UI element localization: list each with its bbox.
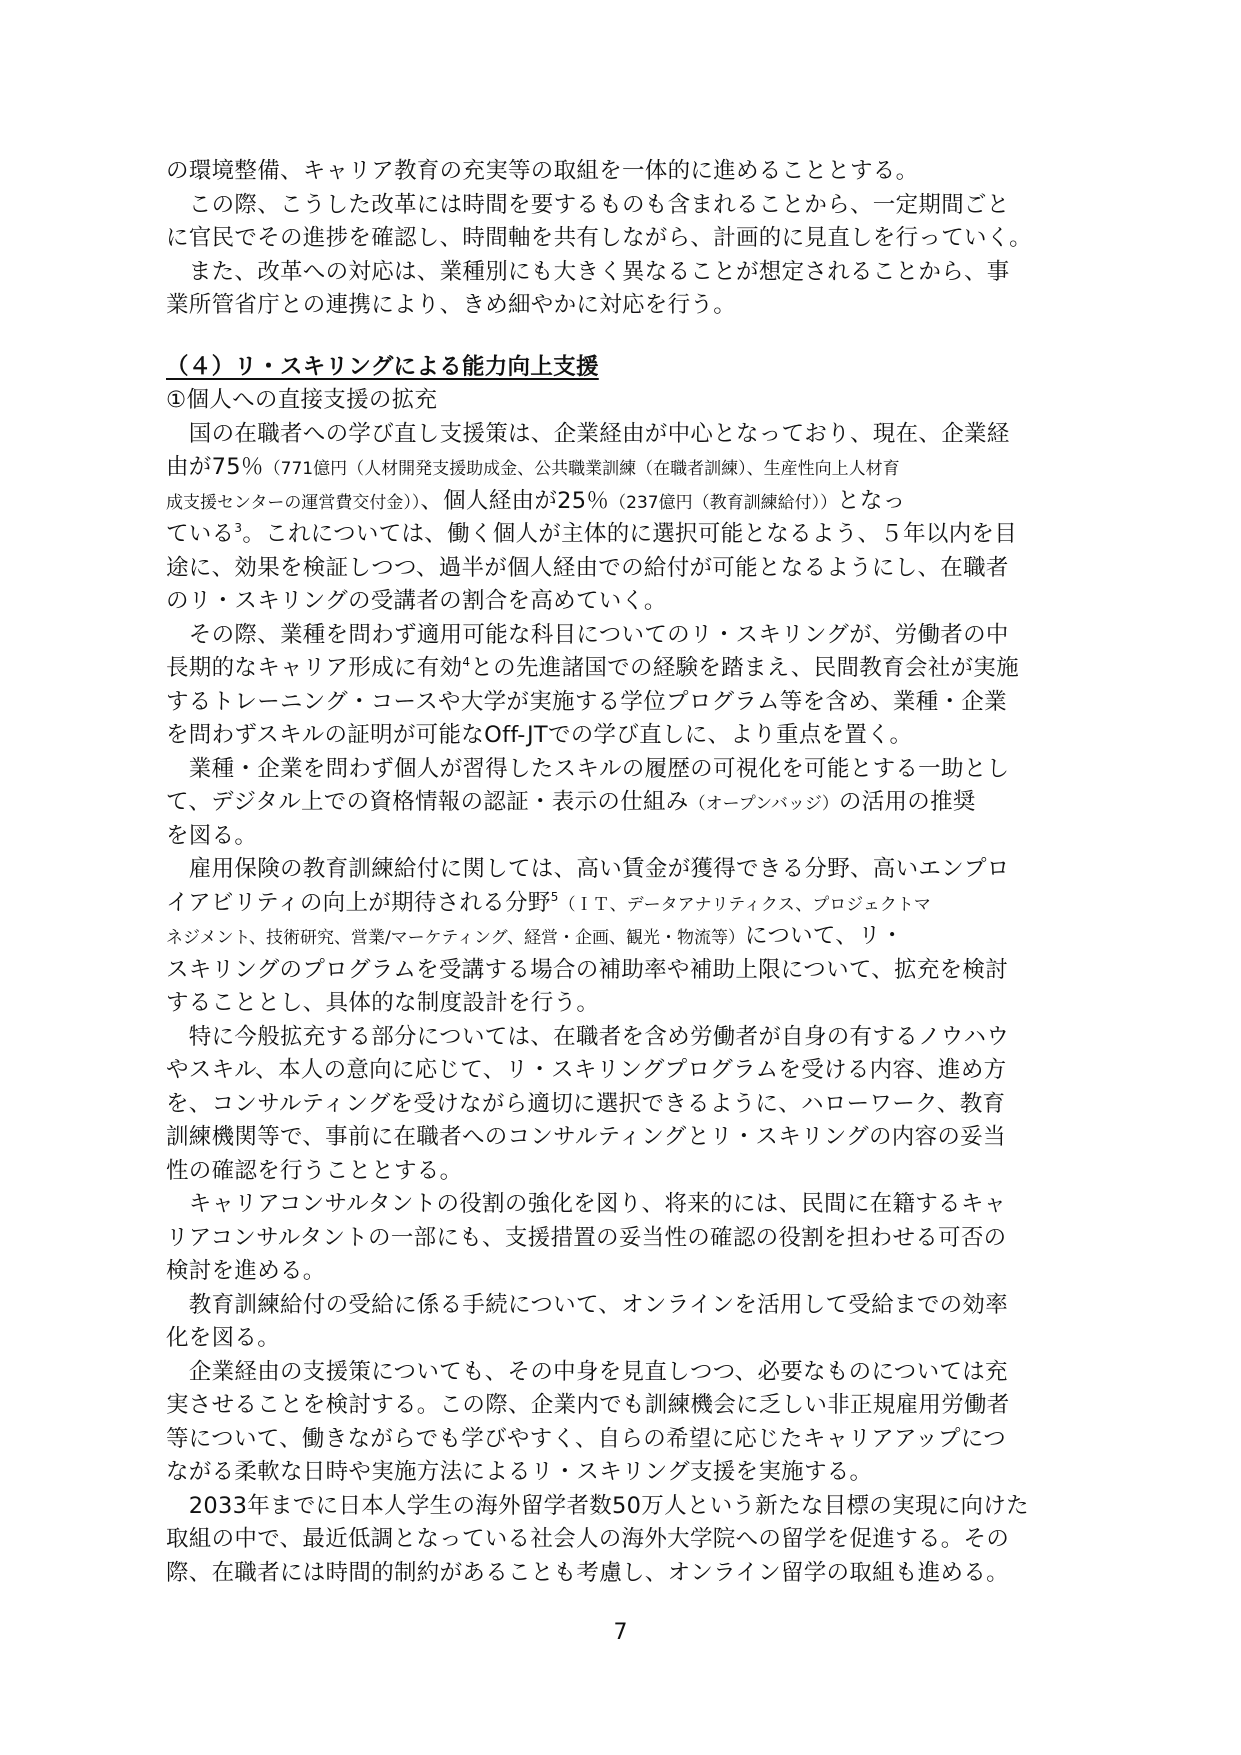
text-span: との先進諸国での経験を踏まえ、民間教育会社が実施 — [470, 655, 1019, 681]
text-line: この際、こうした改革には時間を要するものも含まれることから、一定期間ごと — [166, 191, 1010, 218]
footnote-ref: 3 — [234, 521, 243, 535]
text-line: その際、業種を問わず適用可能な科目についてのリ・スキリングが、労働者の中 — [166, 621, 1009, 648]
paragraph-9 — [166, 1490, 1096, 1591]
small-text-span: （237億円（教育訓練給付）） — [609, 492, 838, 513]
small-text-span: （オープンバッジ） — [688, 794, 839, 814]
text-line: 性の確認を行うこととする。 — [166, 1157, 463, 1184]
text-line: するトレーニング・コースや大学が実施する学位プログラム等を含め、業種・企業 — [166, 688, 1007, 715]
text-line — [166, 451, 1096, 485]
text-line: 等について、働きながらでも学びやすく、自らの希望に応じたキャリアアップにつ — [166, 1425, 1007, 1452]
small-text-span: ネジメント、技術研究、営業/マーケティング、経営・企画、観光・物流等） — [166, 928, 745, 948]
paragraph-1 — [166, 418, 1096, 619]
paragraph-7 — [166, 1289, 1096, 1356]
text-line: 途に、効果を検証しつつ、過半が個人経由での給付が可能となるようにし、在職者 — [166, 554, 1009, 581]
paragraph-5 — [166, 1021, 1096, 1189]
text-line: 2033年までに日本人学生の海外留学者数50万人という新たな目標の実現に向けた — [166, 1492, 1029, 1519]
text-span: 長期的なキャリア形成に有効 — [166, 655, 463, 681]
text-line: スキリングのプログラムを受講する場合の補助率や補助上限について、拡充を検討 — [166, 956, 1009, 983]
text-span: の活用の推奨 — [838, 789, 976, 815]
text-line: やスキル、本人の意向に応じて、リ・スキリングプログラムを受ける内容、進め方 — [166, 1057, 1007, 1083]
page-number: 7 — [613, 1620, 628, 1645]
spacer — [166, 323, 1096, 351]
text-line: 際、在職者には時間的制約があることも考慮し、オンライン留学の取組も進める。 — [166, 1559, 1009, 1586]
paragraph-6 — [166, 1188, 1096, 1289]
text-line: 訓練機関等で、事前に在職者へのコンサルティングとリ・スキリングの内容の妥当 — [166, 1124, 1006, 1150]
small-text-span: （771億円（人材開発支援助成金、公共職業訓練（在職者訓練）、生産性向上人材育 — [263, 459, 900, 479]
section-heading: （４）リ・スキリングによる能力向上支援 — [166, 353, 599, 380]
footnote-ref: 4 — [462, 655, 471, 669]
body-text — [166, 155, 1096, 1590]
paragraph-3 — [166, 753, 1096, 854]
text-line: 実させることを検討する。この際、企業内でも訓練機会に乏しい非正規雇用労働者 — [166, 1392, 1010, 1418]
text-line — [166, 652, 1096, 686]
text-line: 教育訓練給付の受給に係る手続について、オンラインを活用して受給までの効率 — [166, 1291, 1009, 1318]
text-line: 特に今般拡充する部分については、在職者を含め労働者が自身の有するノウハウ — [166, 1023, 1010, 1050]
footnote-ref: 5 — [550, 889, 559, 904]
text-line — [166, 786, 1096, 820]
text-line: に官民でその進捗を確認し、時間軸を共有しながら、計画的に見直しを行っていく。 — [166, 225, 1032, 251]
text-span: ている — [166, 521, 235, 547]
text-line: を問わずスキルの証明が可能なOff-JTでの学び直しに、より重点を置く。 — [166, 722, 913, 748]
text-span: 。これについては、働く個人が主体的に選択可能となるよう、５年以内を目 — [242, 521, 1018, 547]
subsection-heading: ①個人への直接支援の拡充 — [166, 387, 438, 413]
text-line: を、コンサルティングを受けながら適切に選択できるように、ハローワーク、教育 — [166, 1090, 1006, 1117]
text-line: 検討を進める。 — [166, 1258, 326, 1284]
text-line: 国の在職者への学び直し支援策は、企業経由が中心となっており、現在、企業経 — [166, 420, 1010, 447]
paragraph-8 — [166, 1356, 1096, 1490]
text-line: のリ・スキリングの受講者の割合を高めていく。 — [166, 588, 667, 614]
text-span: 由が75％ — [166, 454, 264, 480]
text-span: 、個人経由が25％ — [420, 487, 610, 514]
text-line: キャリアコンサルタントの役割の強化を図り、将来的には、民間に在籍するキャ — [166, 1191, 1007, 1217]
text-span: て、デジタル上での資格情報の認証・表示の仕組み — [166, 789, 689, 815]
text-line: することとし、具体的な制度設計を行う。 — [166, 990, 600, 1016]
text-span: となっ — [837, 487, 906, 514]
paragraph-2 — [166, 619, 1096, 753]
text-line: リアコンサルタントの一部にも、支援措置の妥当性の確認の役割を担わせる可否の — [166, 1224, 1007, 1251]
small-text-span: （ＩＴ、データアナリティクス、プロジェクトマ — [558, 894, 931, 915]
text-line: 雇用保険の教育訓練給付に関しては、高い賃金が獲得できる分野、高いエンプロ — [166, 856, 1010, 882]
text-line — [166, 887, 1096, 921]
text-line — [166, 518, 1096, 552]
text-line — [166, 920, 1096, 954]
text-line: 業所管省庁との連携により、きめ細やかに対応を行う。 — [166, 292, 737, 318]
text-line: 化を図る。 — [166, 1325, 281, 1351]
text-line: 業種・企業を問わず個人が習得したスキルの履歴の可視化を可能とする一助とし — [166, 755, 1010, 782]
text-line: 企業経由の支援策についても、その中身を見直しつつ、必要なものについては充 — [166, 1358, 1008, 1385]
text-line: を図る。 — [166, 822, 258, 849]
text-line: また、改革への対応は、業種別にも大きく異なることが想定されることから、事 — [166, 258, 1010, 285]
intro-paragraphs — [166, 155, 1096, 323]
small-text-span: 成支援センターの運営費交付金）） — [166, 492, 421, 513]
text-line: の環境整備、キャリア教育の充実等の取組を一体的に進めることとする。 — [166, 158, 919, 184]
text-span: について、リ・ — [744, 923, 904, 949]
text-line: 取組の中で、最近低調となっている社会人の海外大学院への留学を促進する。その — [166, 1526, 1010, 1552]
text-line: ながる柔軟な日時や実施方法によるリ・スキリング支援を実施する。 — [166, 1459, 873, 1485]
text-span: イアビリティの向上が期待される分野 — [166, 889, 551, 916]
paragraph-4 — [166, 853, 1096, 1021]
text-line — [166, 485, 1096, 519]
